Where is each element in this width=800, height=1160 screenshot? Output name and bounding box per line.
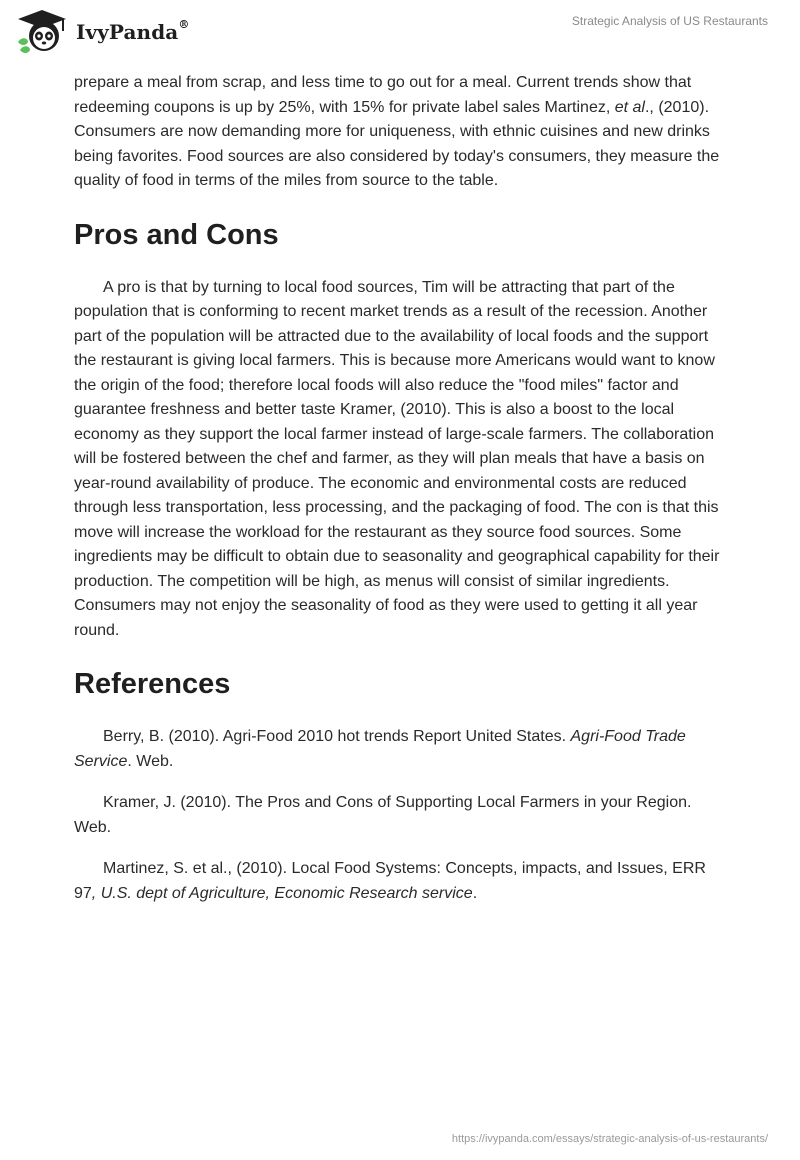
registered-mark: ® (178, 18, 190, 31)
logo-wordmark: IvyPanda® (76, 18, 190, 44)
document-title: Strategic Analysis of US Restaurants (571, 14, 768, 28)
intro-paragraph: prepare a meal from scrap, and less time to go out for a meal. Current trends show that redeeming coupons is up by 25%, with 15% for private label sales Martinez, et al., (2010). Consumers are now demanding more for uniqueness, with ethnic cuisines and new drinks being favorites. Food sources are also considered by today's consumers, they measure the quality of food in terms of the miles from source to the table. (74, 74, 720, 189)
page-header (0, 0, 800, 64)
references-heading: References (74, 668, 231, 700)
reference-item: Berry, B. (2010). Agri-Food 2010 hot trends Report United States. Agri-Food Trade Service. Web. (74, 728, 686, 770)
essay-content (74, 71, 726, 923)
reference-item: Kramer, J. (2010). The Pros and Cons of Supporting Local Farmers in your Region. Web. (74, 794, 692, 836)
reference-item: Martinez, S. et al., (2010). Local Food Systems: Concepts, impacts, and Issues, ERR 97, U.S. dept of Agriculture, Economic Research service. (74, 860, 706, 902)
panda-graduate-icon (14, 8, 70, 56)
ivypanda-logo[interactable] (14, 8, 189, 56)
source-url[interactable]: https://ivypanda.com/essays/strategic-analysis-of-us-restaurants/ (451, 1133, 768, 1145)
pros-cons-heading: Pros and Cons (74, 218, 279, 251)
pros-cons-paragraph: A pro is that by turning to local food sources, Tim will be attracting that part of the population that is conforming to recent market trends as a result of the recession. Another part of the population will be attracted due to the availability of local foods and the support the restaurant is giving local farmers. This is because more Americans would want to know the origin of the food; therefore local foods will also reduce the "food miles" factor and guarantee freshness and better taste Kramer, (2010). This is also a boost to the local economy as they support the local farmer instead of large-scale farmers. The collaboration will be fostered between the chef and farmer, as they will plan meals that have a basis on year-round availability of produce. The economic and environmental costs are reduced through less transportation, less processing, and the packaging of food. The con is that this move will increase the workload for the restaurant as they source food sources. Some ingredients may be difficult to obtain due to seasonality and geographical capability for their production. The competition will be high, as menus will consist of similar ingredients. Consumers may not enjoy the seasonality of food as they were used to getting it all year round. (74, 278, 720, 639)
